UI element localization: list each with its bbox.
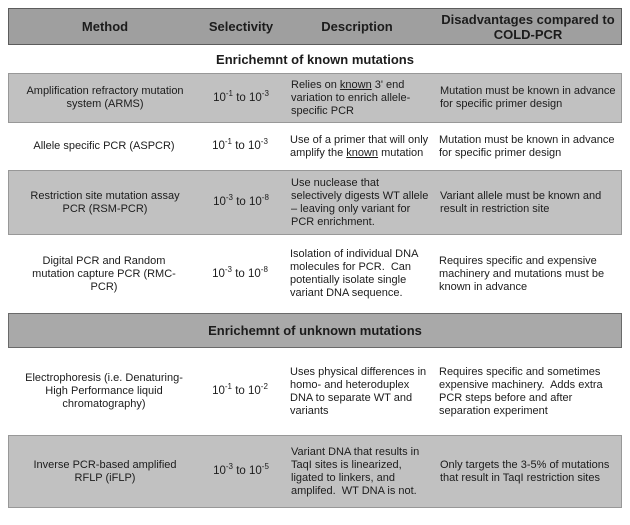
selectivity-cell: $10^{-3}$ to $10^{-5}$ [213, 462, 269, 477]
selectivity-cell: $10^{-1}$ to $10^{-3}$ [212, 137, 268, 152]
selectivity-cell: $10^{-3}$ to $10^{-8}$ [213, 193, 269, 208]
column-header-disadvantages-label: Disadvantages compared to COLD-PCR [441, 11, 615, 42]
method-cell: Restriction site mutation assay PCR (RSM-PCR) [30, 189, 180, 215]
column-header-description [281, 9, 433, 44]
column-header-method [9, 9, 201, 44]
disadvantages-cell: Requires specific and expensive machinery and mutations must be known in advance [439, 254, 605, 293]
disadvantages-cell: Only targets the 3-5% of mutations that result in TaqI restriction sites [440, 458, 610, 484]
disadvantages-cell: Mutation must be known in advance for specific primer design [440, 85, 616, 110]
column-header-selectivity [201, 9, 281, 44]
description-cell: Relies on known 3' end variation to enrich allele-specific PCR [291, 78, 411, 117]
disadvantages-cell: Variant allele must be known and result in restriction site [440, 189, 602, 215]
description-cell: Isolation of individual DNA molecules for PCR. Can potentially isolate single variant DNA sequence. [290, 248, 418, 299]
section-header-unknown-label: Enrichemnt of unknown mutations [208, 323, 422, 338]
column-header-selectivity-label: Selectivity [208, 19, 274, 34]
description-cell: Use of a primer that will only amplify the known mutation [290, 133, 429, 159]
section-header-known-mutations [8, 45, 622, 73]
table-row-rsm-pcr [8, 170, 622, 235]
disadvantages-cell: Mutation must be known in advance for specific primer design [439, 133, 615, 159]
column-header-description-label: Description [321, 19, 393, 34]
description-cell: Variant DNA that results in TaqI sites is linearized, ligated to linkers, and amplifed. WT DNA is not. [291, 445, 420, 497]
table-row-iflp [8, 435, 622, 508]
method-cell: Electrophoresis (i.e. Denaturing- High Performance liquid chromatography) [25, 372, 183, 410]
pcr-methods-comparison-table [0, 8, 630, 525]
selectivity-cell: $10^{-1}$ to $10^{-3}$ [213, 88, 269, 104]
table [8, 8, 622, 508]
method-cell: Digital PCR and Random mutation capture PCR (RMC-PCR) [32, 254, 176, 293]
table-header-row [8, 8, 622, 45]
method-cell: Amplification refractory mutation system (ARMS) [26, 85, 184, 110]
description-cell: Uses physical differences in homo- and heteroduplex DNA to separate WT and variants [290, 365, 427, 417]
column-header-disadvantages [433, 9, 623, 44]
table-row-arms [8, 73, 622, 123]
section-header-known-label: Enrichemnt of known mutations [216, 51, 414, 67]
table-row-electrophoresis [8, 348, 622, 435]
table-row-rmc-pcr [8, 235, 622, 313]
selectivity-cell: $10^{-3}$ to $10^{-8}$ [212, 264, 268, 280]
column-header-method-label: Method [81, 19, 129, 34]
table-row-aspcr [8, 123, 622, 170]
disadvantages-cell: Requires specific and sometimes expensive machinery. Adds extra PCR steps before and after separation experiment [439, 365, 603, 417]
description-cell: Use nuclease that selectively digests WT allele – leaving only variant for PCR enrichment. [291, 176, 429, 228]
method-cell: Allele specific PCR (ASPCR) [33, 140, 175, 152]
section-header-unknown-mutations [8, 313, 622, 348]
selectivity-cell: $10^{-1}$ to $10^{-2}$ [212, 382, 268, 397]
method-cell: Inverse PCR-based amplified RFLP (iFLP) [33, 458, 177, 484]
